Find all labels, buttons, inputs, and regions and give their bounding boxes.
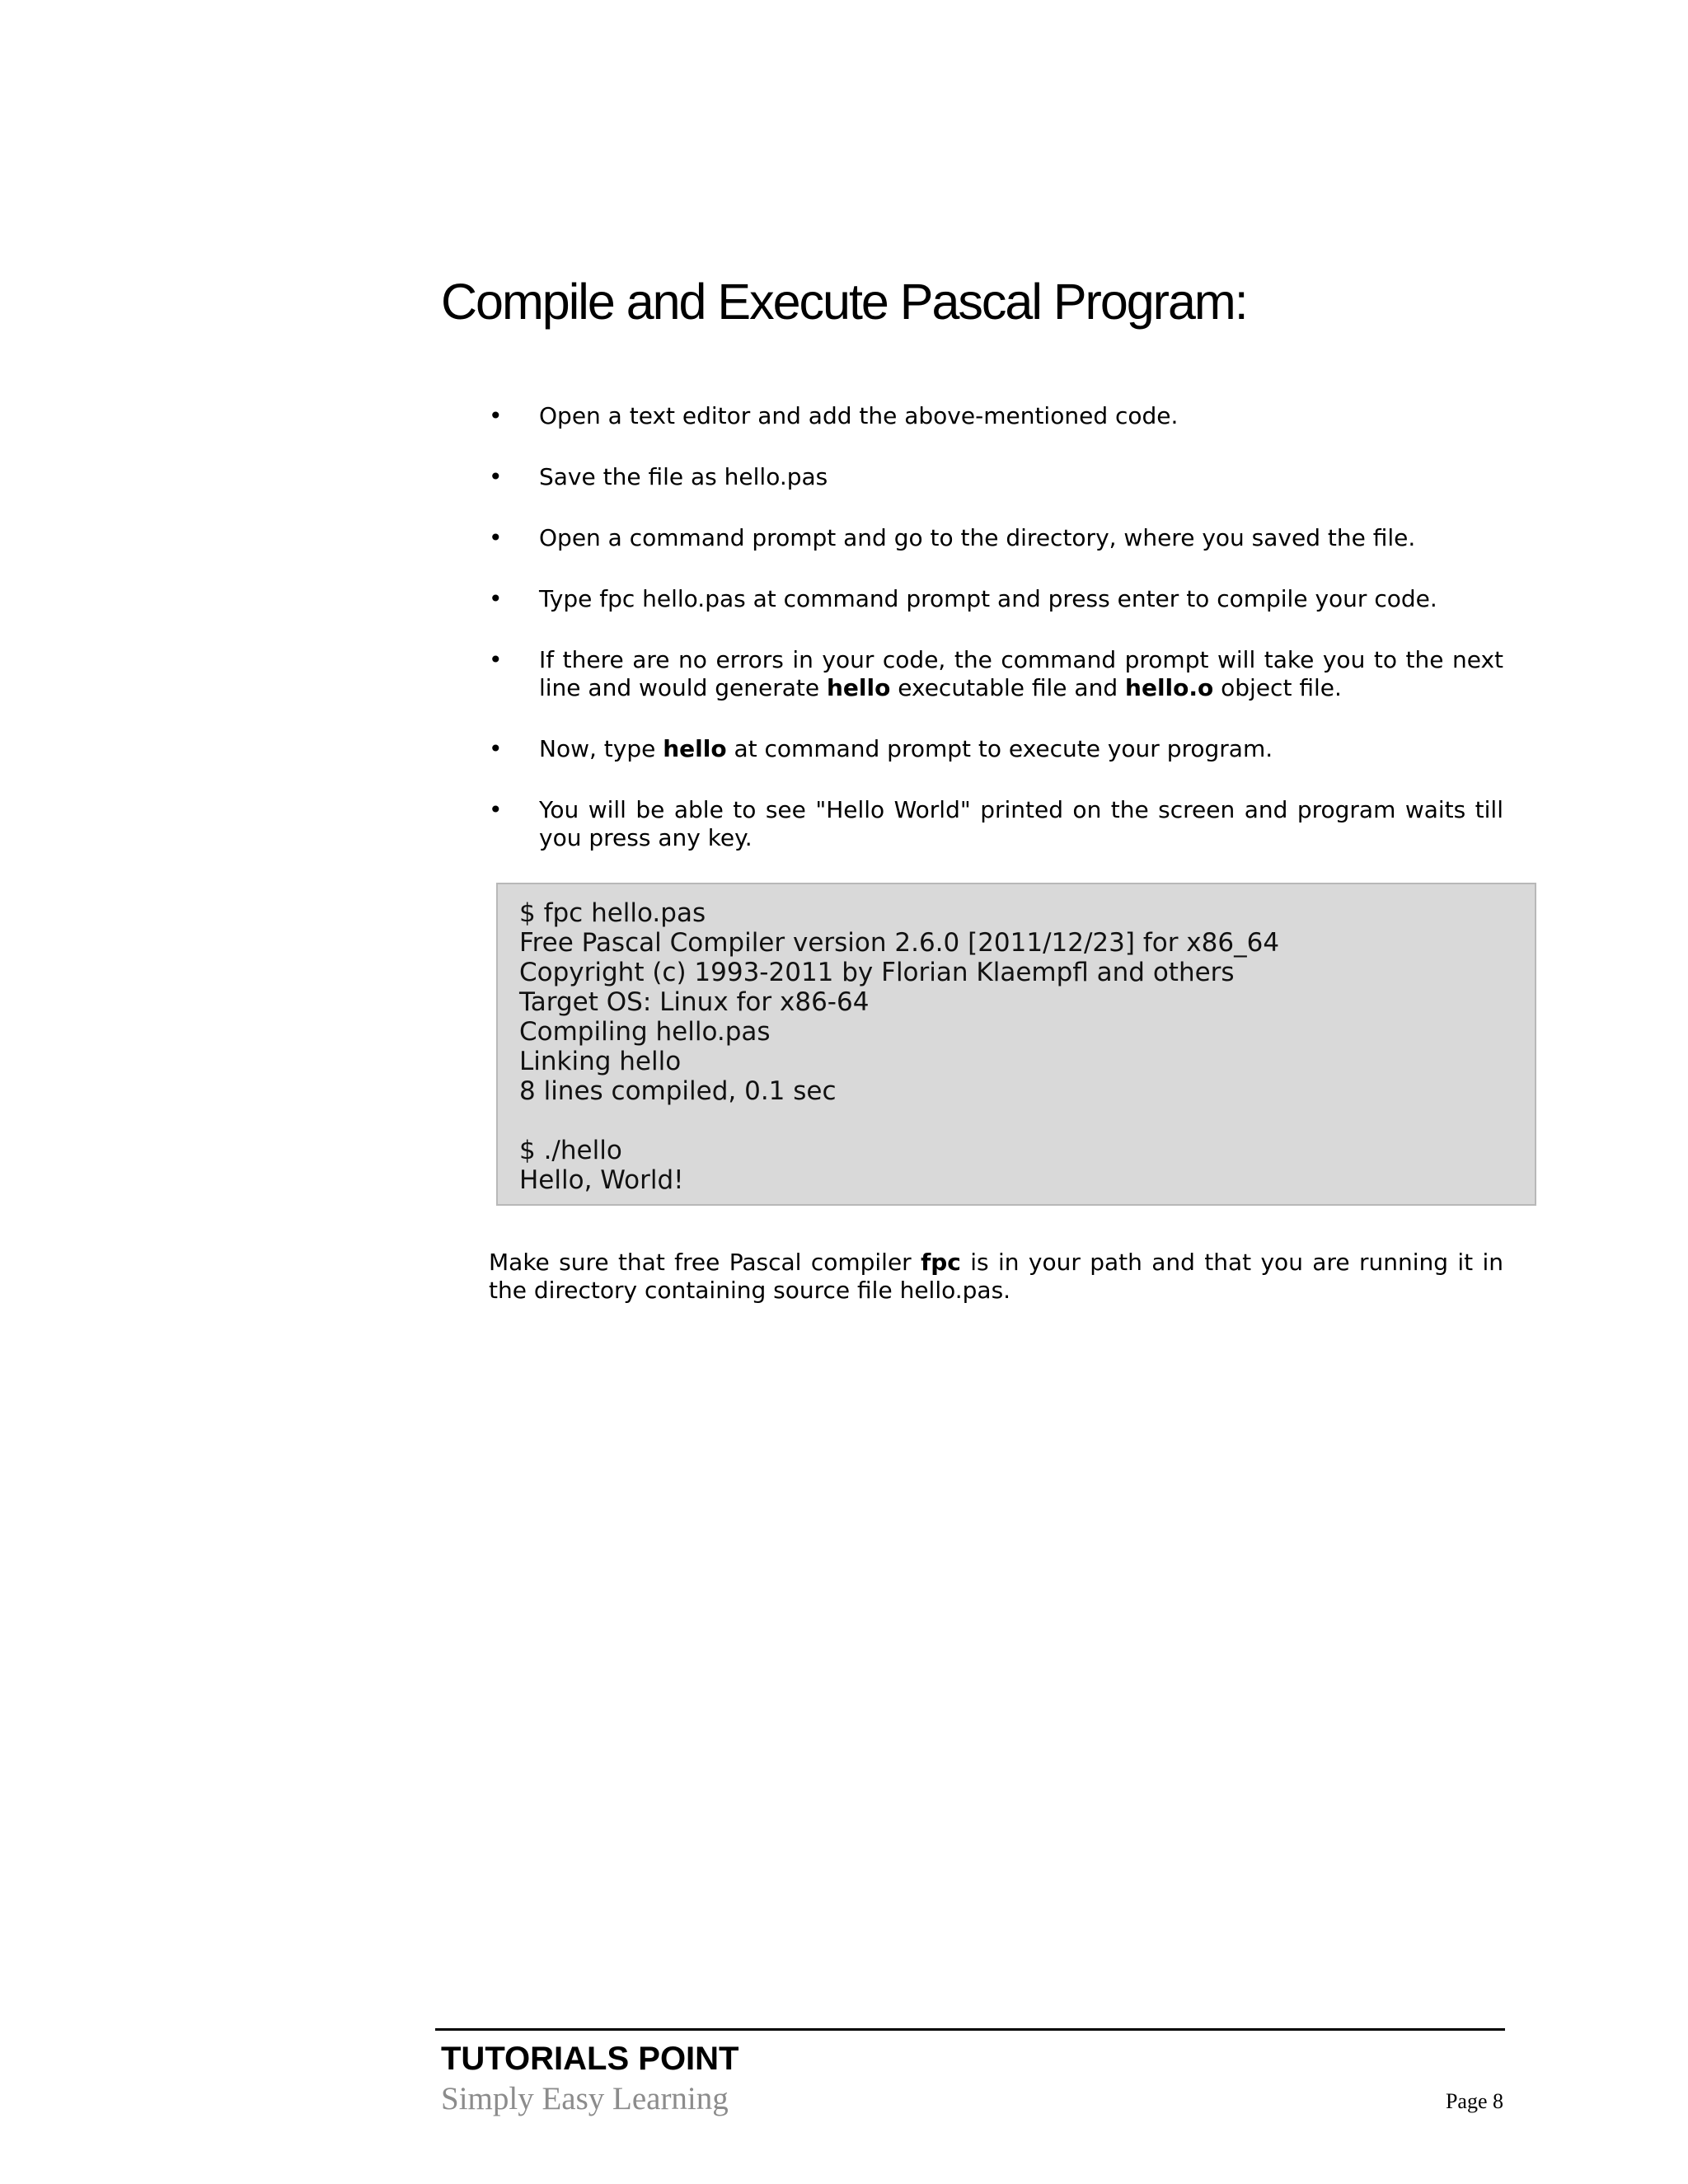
step-text: executable file and	[890, 674, 1126, 701]
footer-divider	[435, 2028, 1505, 2031]
step-text: Type fpc hello.pas at command prompt and press enter to compile your code.	[539, 585, 1437, 612]
step-text: object file.	[1213, 674, 1342, 701]
note-text: is in your path and that you are running it in the directory containing source file hello.pas.	[489, 1249, 1504, 1304]
terminal-line: Linking hello	[519, 1047, 682, 1076]
step-item	[489, 463, 1503, 491]
step-item	[489, 402, 1503, 430]
step-text: Open a command prompt and go to the directory, where you saved the file.	[539, 524, 1416, 551]
terminal-line: $ fpc hello.pas	[519, 898, 706, 928]
terminal-output-block	[496, 883, 1536, 1206]
step-bold-text: hello	[663, 735, 727, 762]
step-text: Open a text editor and add the above-mentioned code.	[539, 402, 1179, 429]
terminal-line: Copyright (c) 1993-2011 by Florian Klaempfl and others	[519, 958, 1235, 987]
terminal-line: $ ./hello	[519, 1136, 622, 1165]
step-item	[489, 735, 1503, 763]
page-number: Page 8	[1445, 2089, 1503, 2113]
step-text: at command prompt to execute your program.	[726, 735, 1273, 762]
note-bold-text: fpc	[921, 1249, 961, 1276]
terminal-line: Compiling hello.pas	[519, 1017, 771, 1047]
step-item	[489, 524, 1503, 552]
step-item	[489, 796, 1503, 852]
step-bold-text: hello.o	[1125, 674, 1214, 701]
note-text: Make sure that free Pascal compiler	[489, 1249, 921, 1276]
terminal-line: Target OS: Linux for x86-64	[519, 987, 870, 1017]
steps-list	[489, 402, 1503, 885]
step-text: You will be able to see "Hello World" printed on the screen and program waits till you press any key.	[539, 796, 1503, 851]
step-text: If there are no errors in your code, the command prompt will take you to the next line and would generate	[539, 646, 1503, 701]
step-text: Now, type	[539, 735, 663, 762]
terminal-line: 8 lines compiled, 0.1 sec	[519, 1076, 837, 1106]
terminal-line: Hello, World!	[519, 1165, 684, 1195]
path-note	[489, 1249, 1503, 1305]
footer-brand: TUTORIALS POINT	[441, 2041, 739, 2077]
step-item	[489, 646, 1503, 702]
step-bold-text: hello	[827, 674, 891, 701]
page-title: Compile and Execute Pascal Program:	[441, 274, 1247, 330]
footer-tagline: Simply Easy Learning	[441, 2081, 729, 2116]
terminal-line: Free Pascal Compiler version 2.6.0 [2011/12/23] for x86_64	[519, 928, 1280, 958]
step-text: Save the file as hello.pas	[539, 463, 828, 490]
terminal-line	[519, 1106, 1535, 1136]
step-item	[489, 585, 1503, 613]
